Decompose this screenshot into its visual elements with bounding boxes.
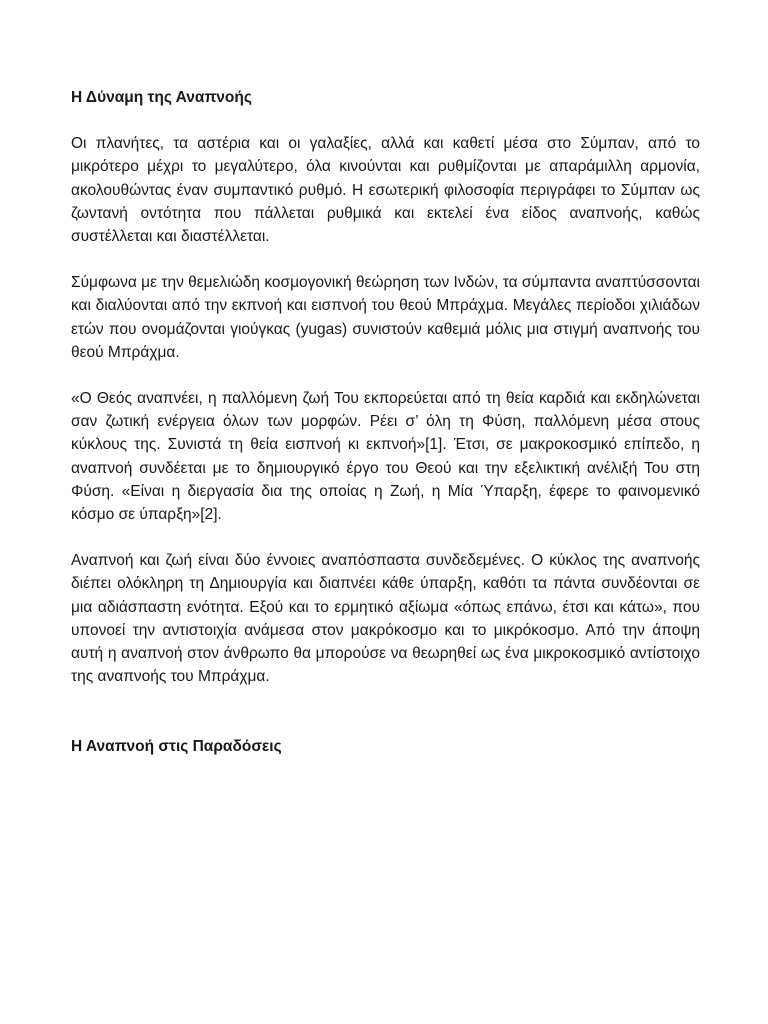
document-body — [71, 86, 700, 759]
paragraph-3: «Ο Θεός αναπνέει, η παλλόμενη ζωή Του εκπορεύεται από τη θεία καρδιά και εκδηλώνεται σαν ζωτική ενέργεια όλων των μορφών. Ρέει σ’ όλη τη Φύση, παλλόμενη μέσα στους κύκλους της. Συνιστά τη θεία εισπνοή κι εκπνοή»[1]. Έτσι, σε μακροκοσμικό επίπεδο, η αναπνοή συνδέεται με το δημιουργικό έργο του Θεού και την εξελικτική ανέλιξή Του στη Φύση. «Είναι η διεργασία δια της οποίας η Ζωή, η Μία Ύπαρξη, έφερε το φαινομενικό κόσμο σε ύπαρξη»[2]. — [71, 390, 700, 524]
section-heading-2: Η Αναπνοή στις Παραδόσεις — [71, 738, 282, 756]
paragraph-4: Αναπνοή και ζωή είναι δύο έννοιες αναπόσπαστα συνδεδεμένες. Ο κύκλος της αναπνοής διέπει ολόκληρη τη Δημιουργία και διαπνέει κάθε ύπαρξη, καθότι τα πάντα συνδέονται σε μια αδιάσπαστη ενότητα. Εξού και το ερμητικό αξίωμα «όπως επάνω, έτσι και κάτω», που υπονοεί την αντιστοιχία ανάμεσα στον μακρόκοσμο και το μικρόκοσμο. Από την άποψη αυτή η αναπνοή στον άνθρωπο θα μπορούσε να θεωρηθεί ως ένα μικροκοσμικό αντίστοιχο της αναπνοής του Μπράχμα. — [71, 552, 700, 686]
paragraph-1: Οι πλανήτες, τα αστέρια και οι γαλαξίες, αλλά και καθετί μέσα στο Σύμπαν, από το μικρότερο μέχρι το μεγαλύτερο, όλα κινούνται και ρυθμίζονται με απαράμιλλη αρμονία, ακολουθώντας έναν συμπαντικό ρυθμό. Η εσωτερική φιλοσοφία περιγράφει το Σύμπαν ως ζωντανή οντότητα που πάλλεται ρυθμικά και εκτελεί ένα είδος αναπνοής, καθώς συστέλλεται και διαστέλλεται. — [71, 135, 700, 246]
section-heading-1: Η Δύναμη της Αναπνοής — [71, 89, 252, 106]
paragraph-2: Σύμφωνα με την θεμελιώδη κοσμογονική θεώρηση των Ινδών, τα σύμπαντα αναπτύσσονται και διαλύονται από την εκπνοή και εισπνοή του θεού Μπράχμα. Μεγάλες περίοδοι χιλιάδων ετών που ονομάζονται γιούγκας (yugas) συνιστούν καθεμιά μόλις μια στιγμή αναπνοής του θεού Μπράχμα. — [71, 274, 700, 361]
